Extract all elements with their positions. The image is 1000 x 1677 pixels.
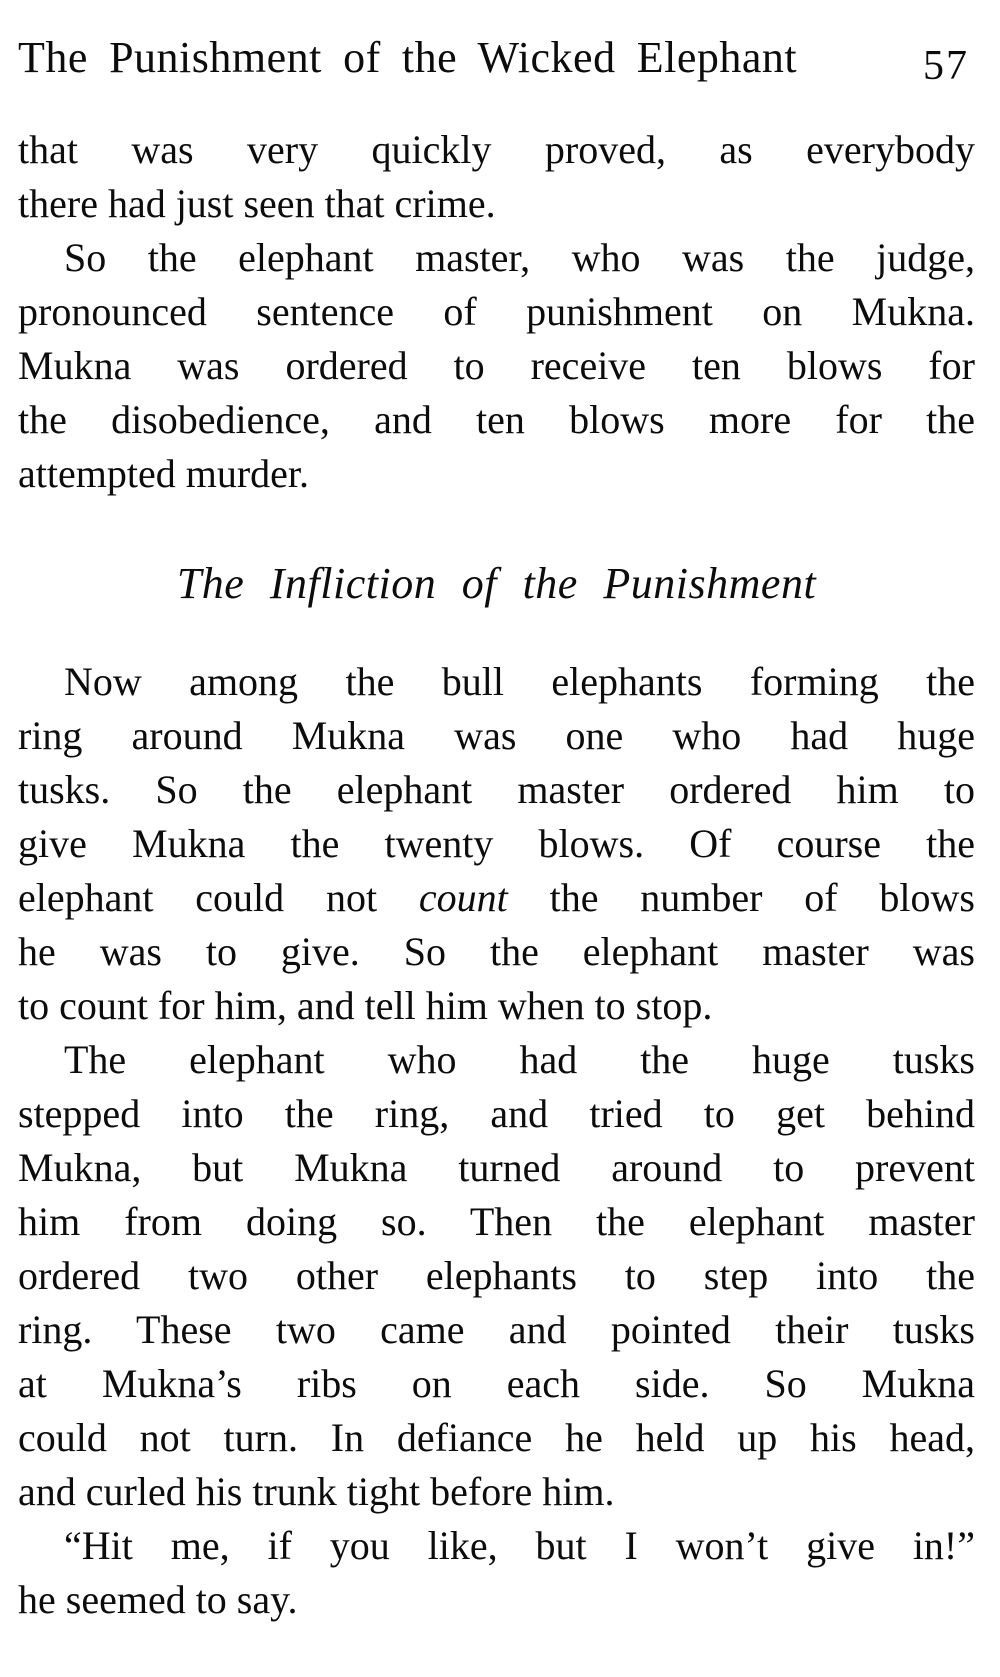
text-line: Now among the bull elephants forming the xyxy=(64,659,975,704)
text-line: Mukna was ordered to receive ten blows for xyxy=(18,343,975,388)
paragraph xyxy=(18,1033,975,1519)
text-line: stepped into the ring, and tried to get behind xyxy=(18,1091,975,1136)
text-line: Mukna, but Mukna turned around to prevent xyxy=(18,1145,975,1190)
text-line: there had just seen that crime. xyxy=(18,181,496,226)
paragraph xyxy=(18,655,975,1033)
text-line: the disobedience, and ten blows more for the xyxy=(18,397,975,442)
paragraph xyxy=(18,1519,975,1627)
text-line: could not turn. In defiance he held up his head, xyxy=(18,1415,975,1460)
intro-paragraphs xyxy=(18,123,975,501)
text-line: attempted murder. xyxy=(18,451,310,496)
text-line: that was very quickly proved, as everybody xyxy=(18,127,975,172)
text-line: tusks. So the elephant master ordered him to xyxy=(18,767,975,812)
text-line: elephant could not count the number of blows xyxy=(18,875,975,920)
text-line: So the elephant master, who was the judge, xyxy=(64,235,975,280)
section-paragraphs xyxy=(18,655,975,1627)
text-line: and curled his trunk tight before him. xyxy=(18,1469,615,1514)
paragraph xyxy=(18,231,975,501)
text-line: at Mukna’s ribs on each side. So Mukna xyxy=(18,1361,975,1406)
section-heading: The Infliction of the Punishment xyxy=(176,559,817,608)
text-line: pronounced sentence of punishment on Mukna. xyxy=(18,289,975,334)
italic-text: count xyxy=(418,875,508,920)
text-line: he seemed to say. xyxy=(18,1577,298,1622)
text-line: give Mukna the twenty blows. Of course the xyxy=(18,821,975,866)
text-body xyxy=(18,123,975,1627)
text-line: him from doing so. Then the elephant master xyxy=(18,1199,975,1244)
paragraph xyxy=(18,123,975,231)
text-line: ring around Mukna was one who had huge xyxy=(18,713,975,758)
running-header xyxy=(18,30,975,87)
text-line: “Hit me, if you like, but I won’t give in!” xyxy=(64,1523,975,1568)
text-line: ring. These two came and pointed their tusks xyxy=(18,1307,975,1352)
text-line: The elephant who had the huge tusks xyxy=(64,1037,975,1082)
text-line: he was to give. So the elephant master was xyxy=(18,929,975,974)
chapter-title: The Punishment of the Wicked Elephant xyxy=(18,33,798,82)
text-line: ordered two other elephants to step into the xyxy=(18,1253,975,1298)
page-number: 57 xyxy=(923,43,969,89)
text-line: to count for him, and tell him when to stop. xyxy=(18,983,713,1028)
